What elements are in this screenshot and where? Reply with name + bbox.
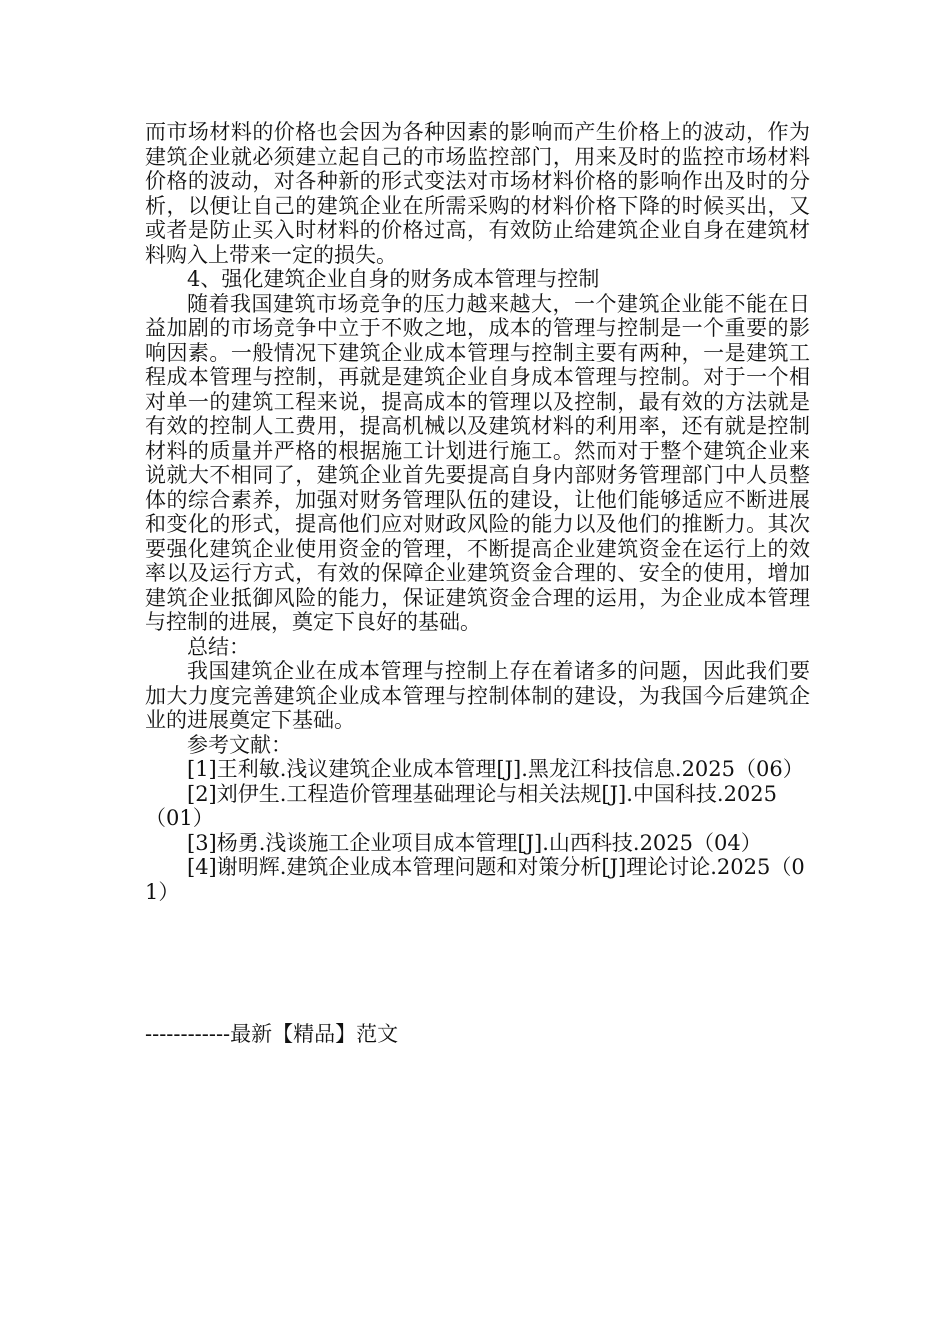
page-footer: ------------最新【精品】范文 xyxy=(145,1022,399,1046)
references-heading: 参考文献： xyxy=(187,732,292,757)
reference-item: [2]刘伊生.工程造价管理基础理论与相关法规[J].中国科技.2025（01） xyxy=(145,781,778,830)
body-paragraph: 随着我国建筑市场竞争的压力越来越大，一个建筑企业能不能在日益加剧的市场竞争中立于不败之地，成本的管理与控制是一个重要的影响因素。一般情况下建筑企业成本管理与控制主要有两种，一是建筑工程成本管理与控制，再就是建筑企业自身成本管理与控制。对于一个相对单一的建筑工程来说，提高成本的管理以及控制，最有效的方法就是有效的控制人工费用，提高机械以及建筑材料的利用率，还有就是控制材料的质量并严格的根据施工计划进行施工。然而对于整个建筑企业来说就大不相同了，建筑企业首先要提高自身内部财务管理部门中人员整体的综合素养，加强对财务管理队伍的建设，让他们能够适应不断进展和变化的形式，提高他们应对财政风险的能力以及他们的推断力。其次要强化建筑企业使用资金的管理，不断提高企业建筑资金在运行上的效率以及运行方式，有效的保障企业建筑资金合理的、安全的使用，增加建筑企业抵御风险的能力，保证建筑资金合理的运用，为企业成本管理与控制的进展，奠定下良好的基础。 xyxy=(145,291,810,634)
body-paragraph: 而市场材料的价格也会因为各种因素的影响而产生价格上的波动，作为建筑企业就必须建立起自己的市场监控部门，用来及时的监控市场材料价格的波动，对各种新的形式变法对市场材料价格的影响作出及时的分析，以便让自己的建筑企业在所需采购的材料价格下降的时候买出，又或者是防止买入时材料的价格过高，有效防止给建筑企业自身在建筑材料购入上带来一定的损失。 xyxy=(145,120,810,267)
reference-item: [4]谢明辉.建筑企业成本管理问题和对策分析[J]理论讨论.2025（01） xyxy=(145,855,805,904)
summary-heading: 总结： xyxy=(187,634,250,659)
document-body xyxy=(145,120,810,904)
section-heading: 4、强化建筑企业自身的财务成本管理与控制 xyxy=(187,267,600,291)
summary-paragraph: 我国建筑企业在成本管理与控制上存在着诸多的问题，因此我们要加大力度完善建筑企业成本管理与控制体制的建设，为我国今后建筑企业的进展奠定下基础。 xyxy=(145,659,810,732)
reference-item: [1]王利敏.浅议建筑企业成本管理[J].黑龙江科技信息.2025（06） xyxy=(187,757,804,781)
reference-item: [3]杨勇.浅谈施工企业项目成本管理[J].山西科技.2025（04） xyxy=(187,830,762,855)
